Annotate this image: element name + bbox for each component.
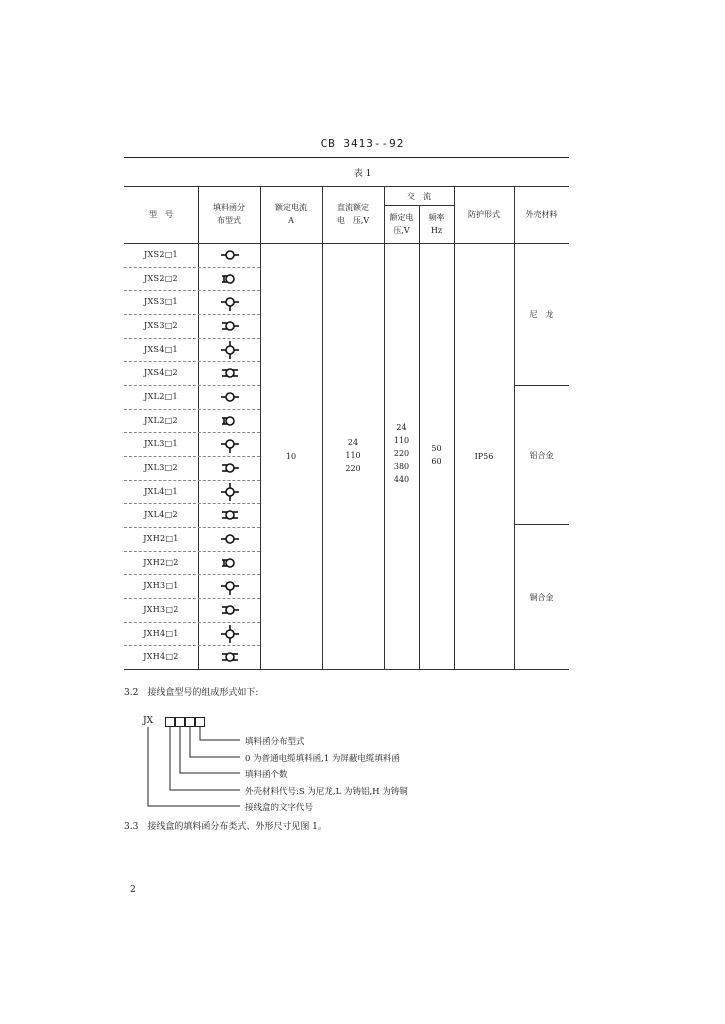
model-cell: JXL3□1: [144, 439, 178, 449]
model-cell: JXL4□1: [144, 486, 178, 496]
header-dc-voltage: 直流额定 电 压,V: [336, 203, 370, 225]
model-cell: JXL2□1: [144, 392, 178, 402]
model-cell: JXS3□2: [144, 321, 178, 330]
model-cell: JXL4□2: [144, 510, 178, 520]
dc-voltage-cell: 24 110 220: [345, 438, 361, 473]
legend-filler-type: 填料函分布型式: [245, 737, 305, 747]
header-ac: 交 流: [407, 192, 431, 201]
model-cell: JXS3□1: [144, 297, 178, 307]
model-cell: JXS4□2: [144, 368, 178, 378]
header-protection: 防护形式: [468, 210, 500, 219]
model-cell: JXH4□1: [143, 628, 179, 638]
header-model: 型 号: [149, 210, 173, 219]
model-cell: JXL3□2: [144, 463, 178, 473]
table-caption: 表 1: [353, 169, 372, 179]
header-filler-type: 填料函分 布型式: [213, 203, 245, 225]
model-prefix: JX: [143, 716, 154, 726]
legend-filler-count: 填料函个数: [245, 770, 288, 780]
model-cell: JXH3□2: [143, 605, 179, 615]
model-cell: JXS2□2: [144, 273, 178, 283]
rated-current-cell: 10: [285, 452, 297, 461]
page-number: 2: [130, 885, 136, 895]
model-cell: JXH3□1: [143, 581, 179, 591]
section-3-3-text: 3.3 接线盒的填料函分布类式、外形尺寸见图 1。: [124, 822, 327, 832]
legend-shell-code: 外壳材料代号:S 为尼龙,L 为铸铝,H 为铸铜: [245, 787, 408, 797]
section-3-2-text: 3.2 接线盒型号的组成形式如下:: [124, 688, 259, 698]
ac-voltage-cell: 24 110 220 380 440: [393, 423, 410, 484]
protection-cell: IP56: [474, 452, 494, 461]
model-cell: JXS4□1: [144, 344, 178, 354]
header-ac-voltage: 额定电 压,V: [389, 213, 414, 235]
legend-cable-type: 0 为普通电缆填料函,1 为屏蔽电缆填料函: [245, 754, 400, 764]
header-rated-current: 额定电流 A: [275, 203, 307, 225]
shell-material-nylon: 尼 龙: [529, 310, 554, 319]
header-ac-frequency: 频率 Hz: [428, 213, 445, 235]
model-cell: JXH2□1: [143, 534, 179, 544]
model-cell: JXS2□1: [144, 250, 178, 259]
standard-header: CB 3413--92: [320, 137, 405, 150]
legend-text-code: 接线盒的文字代号: [245, 803, 314, 813]
shell-material-aluminium: 铝合金: [529, 451, 554, 460]
model-cell: JXL2□2: [144, 415, 178, 425]
header-shell-material: 外壳材料: [525, 210, 558, 219]
ac-frequency-cell: 50 60: [431, 444, 442, 466]
model-cell: JXH2□2: [143, 557, 179, 567]
model-cell: JXH4□2: [143, 652, 179, 662]
shell-material-copper: 铜合金: [529, 593, 554, 602]
